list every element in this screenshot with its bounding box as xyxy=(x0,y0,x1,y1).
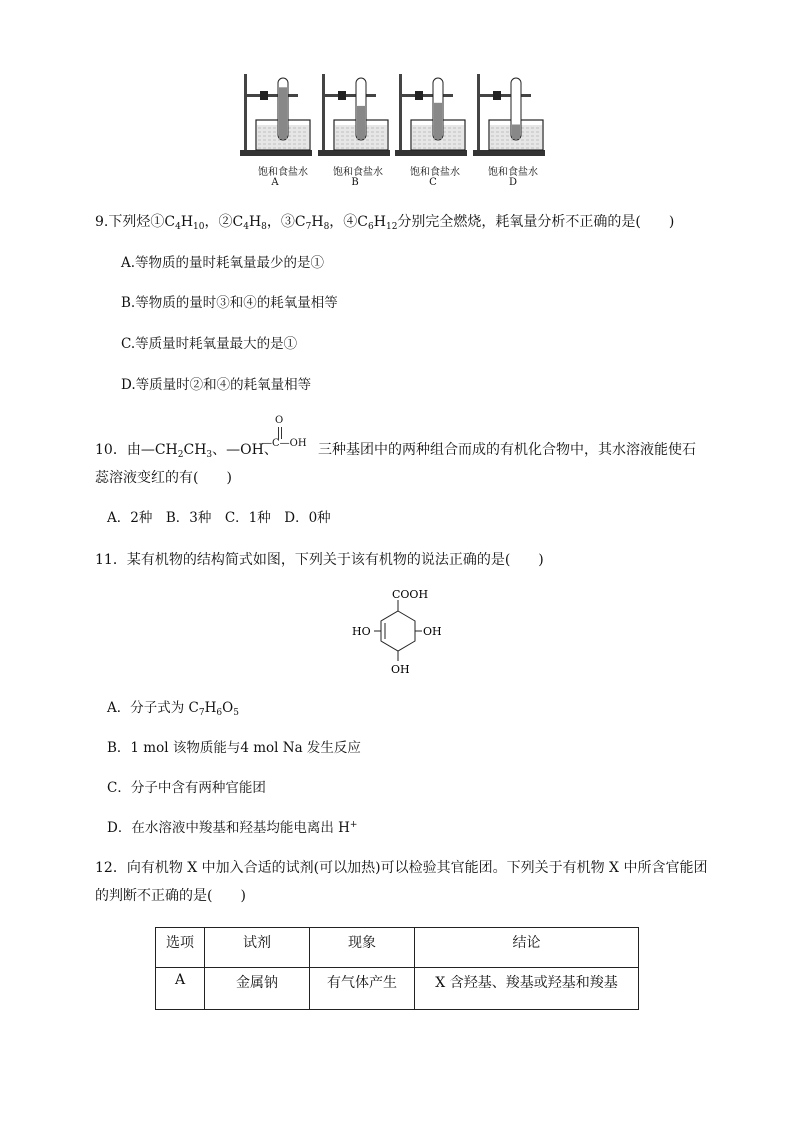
question-11-option-d[interactable]: D．在水溶液中羧基和羟基均能电离出 H+ xyxy=(107,820,358,836)
question-9-option-a[interactable]: A.等物质的量时耗氧量最少的是① xyxy=(121,255,325,271)
question-9-option-d[interactable]: D.等质量时②和④的耗氧量相等 xyxy=(121,377,312,393)
question-10-stem-line1: 10．由$—CH_2CH_3$、—OH、 xyxy=(95,442,278,460)
question-9-option-c[interactable]: C.等质量时耗氧量最大的是① xyxy=(121,336,298,352)
shikimic-acid-structure xyxy=(340,585,450,680)
table-header: 现象 xyxy=(310,928,415,968)
clamp-arm-b xyxy=(322,94,376,97)
table-header: 结论 xyxy=(415,928,639,968)
stand-rod-b xyxy=(322,74,325,150)
question-11-option-c[interactable]: C．分子中含有两种官能团 xyxy=(107,780,266,796)
clamp-b xyxy=(338,91,346,100)
question-11-option-b[interactable]: B．1 mol 该物质能与4 mol Na 发生反应 xyxy=(107,740,361,756)
clamp-a xyxy=(260,91,268,100)
stand-base-a xyxy=(240,150,312,156)
clamp-d xyxy=(493,91,501,100)
apparatus-letter-b: B xyxy=(351,177,359,188)
table-header-row xyxy=(156,928,639,968)
tube-liquid-b xyxy=(357,106,365,139)
question-10-stem-tail: 三种基团中的两种组合而成的有机化合物中，其水溶液能使石 xyxy=(318,442,696,458)
question-12-stem-line2: 的判断不正确的是( ) xyxy=(95,888,246,904)
apparatus-letter-a: A xyxy=(271,177,279,188)
carboxyl-c-oh: —C—OH xyxy=(262,438,307,449)
table-header: 试剂 xyxy=(205,928,310,968)
apparatus-letter-c: C xyxy=(429,177,437,188)
cooh-label: COOH xyxy=(392,588,429,601)
apparatus-label-b: 饱和食盐水 xyxy=(333,167,383,178)
table-cell: A xyxy=(156,968,205,1010)
table-cell: X 含羟基、羧基或羟基和羧基 xyxy=(415,968,639,1010)
tube-liquid-d xyxy=(512,125,520,140)
stand-rod-d xyxy=(477,74,480,150)
apparatus-label-a: 饱和食盐水 xyxy=(258,167,308,178)
stand-base-d xyxy=(473,150,545,156)
table-cell: 金属钠 xyxy=(205,968,310,1010)
carboxyl-o: O xyxy=(275,415,284,426)
clamp-arm-a xyxy=(244,94,298,97)
tube-liquid-c xyxy=(434,103,442,139)
question-9-option-b[interactable]: B.等物质的量时③和④的耗氧量相等 xyxy=(121,295,338,311)
question-10-options[interactable]: A．2种 B．3种 C．1种 D．0种 xyxy=(107,510,331,526)
table-header: 选项 xyxy=(156,928,205,968)
question-9-stem: 9.下列烃$①C_4H_{10}$，$②C_4H_8$，$③C_7H_8$，$④C_6H_{12}$分别完全燃烧，耗氧量分析不正确的是( ) xyxy=(95,214,675,232)
clamp-arm-c xyxy=(399,94,453,97)
oh-right-label: OH xyxy=(423,625,442,638)
oh-bottom-label: OH xyxy=(391,663,410,676)
stand-base-c xyxy=(395,150,467,156)
ho-left-label: HO xyxy=(352,625,371,638)
table-row xyxy=(156,968,639,1010)
question-12-stem-line1: 12．向有机物 X 中加入合适的试剂(可以加热)可以检验其官能团。下列关于有机物 X 中所含官能团 xyxy=(95,860,708,876)
question-10-stem-line2: 蕊溶液变红的有( ) xyxy=(95,470,232,486)
table-cell: 有气体产生 xyxy=(310,968,415,1010)
clamp-arm-d xyxy=(477,94,531,97)
stand-base-b xyxy=(318,150,390,156)
apparatus-label-d: 饱和食盐水 xyxy=(488,167,538,178)
question-11-option-a[interactable]: A．分子式为 $C_7H_6O_5$ xyxy=(107,700,239,718)
stand-rod-a xyxy=(244,74,247,150)
question-11-stem: 11．某有机物的结构简式如图，下列关于该有机物的说法正确的是( ) xyxy=(95,552,544,568)
apparatus-letter-d: D xyxy=(508,177,518,188)
stand-rod-c xyxy=(399,74,402,150)
apparatus-label-c: 饱和食盐水 xyxy=(410,167,460,178)
tube-liquid-a xyxy=(279,87,287,139)
clamp-c xyxy=(415,91,423,100)
reagent-table xyxy=(155,927,639,1010)
carboxyl-group-structure xyxy=(262,415,320,457)
